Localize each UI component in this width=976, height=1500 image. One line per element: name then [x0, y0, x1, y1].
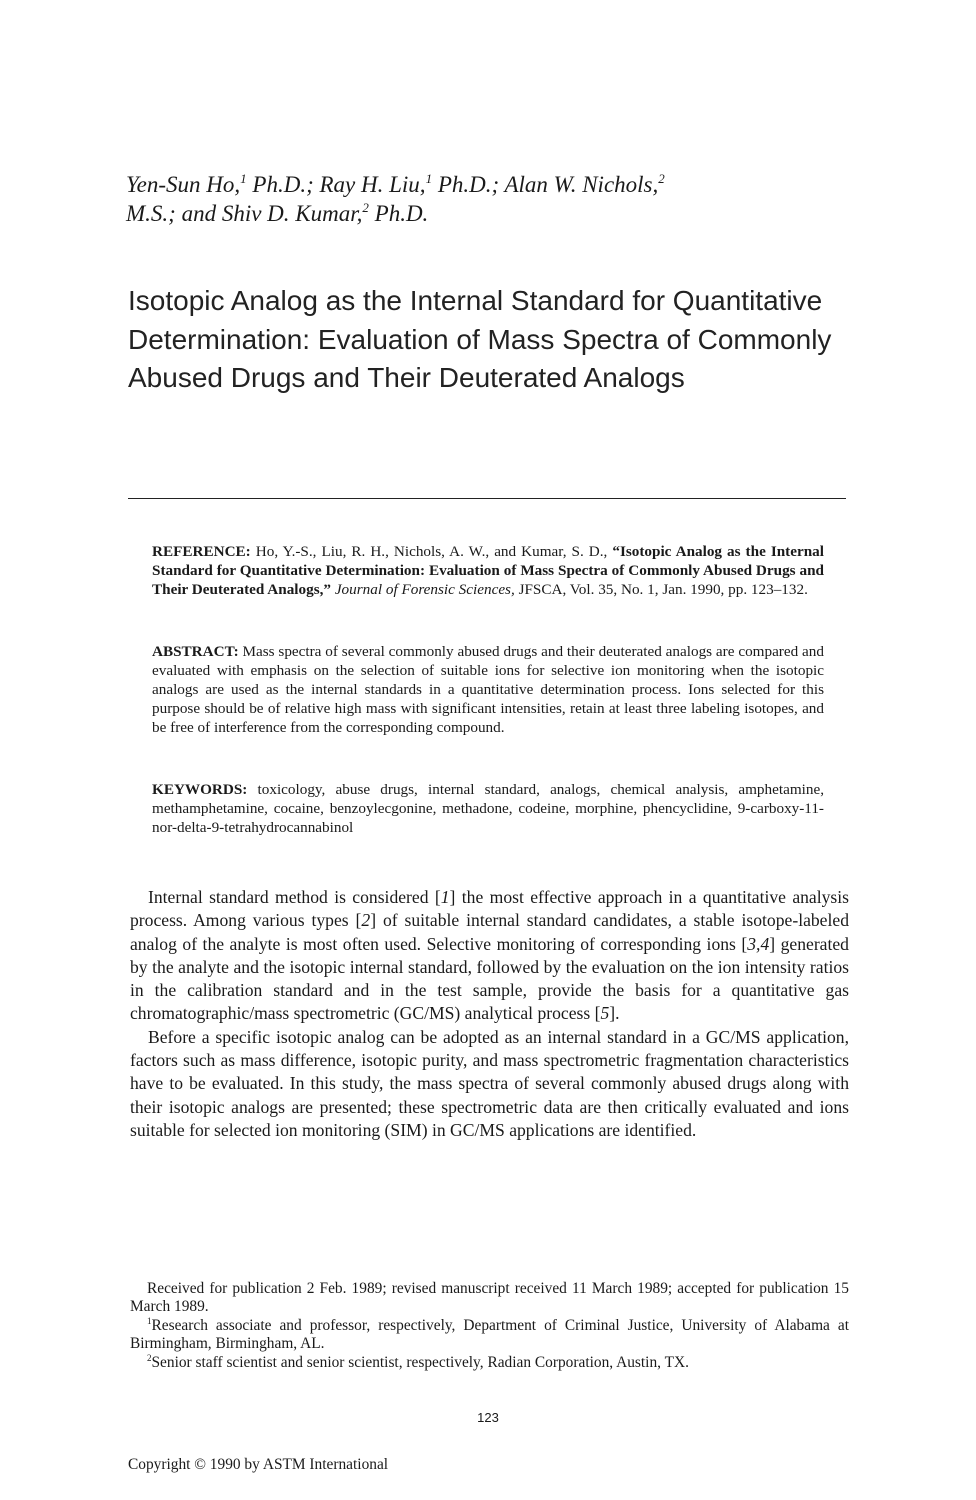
- author-list: [126, 170, 846, 228]
- author-4-affiliation-mark: 2: [362, 200, 369, 215]
- citation-ref-1: 1: [440, 887, 450, 907]
- received-note: Received for publication 2 Feb. 1989; revised manuscript received 11 March 1989; accepted for publication 15 March 1989.: [130, 1280, 849, 1316]
- author-1-affiliation-mark: 1: [240, 171, 247, 186]
- footnotes: [130, 1280, 849, 1372]
- citation-ref-5: 5: [600, 1003, 610, 1024]
- author-1-degree: Ph.D.;: [246, 172, 314, 197]
- body-p1-text-c: ] of suitable internal standard candidates, a stable isotope-labeled analog of the analyte is most often used. Selective monitoring of corresponding ions [: [130, 910, 849, 954]
- footnote-1-mark: 1: [147, 1315, 152, 1326]
- keywords-text: toxicology, abuse drugs, internal standard, analogs, chemical analysis, amphetamine, methamphetamine, cocaine, benzoylecgonine, methadone, codeine, morphine, phencyclidine, 9-carboxy-11-nor-delta-9-tetrahydrocannabinol: [152, 781, 824, 836]
- footnote-1-text: Research associate and professor, respectively, Department of Criminal Justice, University of Alabama at Birmingham, Birmingham, AL.: [130, 1316, 849, 1353]
- author-2-name: Ray H. Liu,: [313, 172, 426, 197]
- footnote-2-mark: 2: [147, 1352, 152, 1363]
- reference-journal: Journal of Forensic Sciences,: [331, 581, 515, 598]
- reference-block: [152, 542, 824, 599]
- keywords-block: [152, 780, 824, 837]
- reference-article-title: “Isotopic Analog as the Internal Standard for Quantitative Determination: Evaluation of Mass Spectra of Commonly Abused Drugs and Their Deuterated Analogs,”: [152, 543, 824, 598]
- abstract-text: Mass spectra of several commonly abused drugs and their deuterated analogs are compared and evaluated with emphasis on the selection of suitable ions for selective ion monitoring when the isotopic analogs are used as the internal standards in a quantitative determination process. Ions selected for this purpose should be of relative high mass with significant intensities, retain at least three labeling isotopes, and be free of interference from the corresponding compound.: [152, 643, 824, 736]
- reference-authors: Ho, Y.-S., Liu, R. H., Nichols, A. W., and Kumar, S. D.,: [250, 543, 613, 560]
- body-paragraph-1: [130, 886, 849, 1026]
- author-1-name: Yen-Sun Ho,: [126, 172, 241, 197]
- author-4-name: and Shiv D. Kumar,: [175, 201, 363, 226]
- author-3-name: Alan W. Nichols,: [499, 172, 659, 197]
- abstract-label: ABSTRACT:: [152, 643, 239, 660]
- body-p1-text-d: ] generated by the analyte and the isotopic internal standard, followed by the evaluation on the ion intensity ratios in the calibration standard and in the test sample, provide the basis for a quantitative gas chromatographic/mass spectrometric (GC/MS) analytical process [: [130, 933, 849, 1024]
- page-number: 123: [477, 1410, 499, 1425]
- citation-ref-3-4: 3,4: [747, 933, 770, 954]
- reference-label: REFERENCE:: [152, 543, 251, 560]
- copyright-notice: Copyright © 1990 by ASTM International: [128, 1456, 389, 1473]
- body-p1-text-a: Internal standard method is considered [: [148, 887, 441, 907]
- title-divider: [128, 498, 846, 499]
- article-title: Isotopic Analog as the Internal Standard for Quantitative Determination: Evaluation of Mass Spectra of Commonly Abused Drugs and Their Deuterated Analogs: [128, 285, 832, 393]
- author-3-affiliation-mark: 2: [658, 171, 665, 186]
- body-p1-text-b: ] the most effective approach in a quantitative analysis process. Among various types [: [130, 887, 850, 931]
- author-2-degree: Ph.D.;: [432, 172, 500, 197]
- abstract-block: [152, 642, 824, 737]
- footnote-2: [130, 1354, 849, 1372]
- author-4-degree: Ph.D.: [368, 201, 429, 226]
- footnote-1: [130, 1317, 849, 1354]
- author-3-degree: M.S.;: [126, 201, 176, 226]
- citation-ref-2: 2: [361, 910, 371, 931]
- body-text: [130, 886, 849, 1142]
- footnote-2-text: Senior staff scientist and senior scientist, respectively, Radian Corporation, Austin, TX.: [151, 1353, 689, 1371]
- body-p1-text-e: ].: [609, 1003, 620, 1024]
- keywords-label: KEYWORDS:: [152, 781, 248, 798]
- reference-citation: JFSCA, Vol. 35, No. 1, Jan. 1990, pp. 123–132.: [514, 581, 808, 598]
- body-paragraph-2: Before a specific isotopic analog can be adopted as an internal standard in a GC/MS application, factors such as mass difference, isotopic purity, and mass spectrometric fragmentation characteristics have to be evaluated. In this study, the mass spectra of several commonly abused drugs along with their isotopic analogs are presented; these spectrometric data are then critically evaluated and ions suitable for selected ion monitoring (SIM) in GC/MS applications are identified.: [130, 1026, 849, 1140]
- author-2-affiliation-mark: 1: [425, 171, 433, 186]
